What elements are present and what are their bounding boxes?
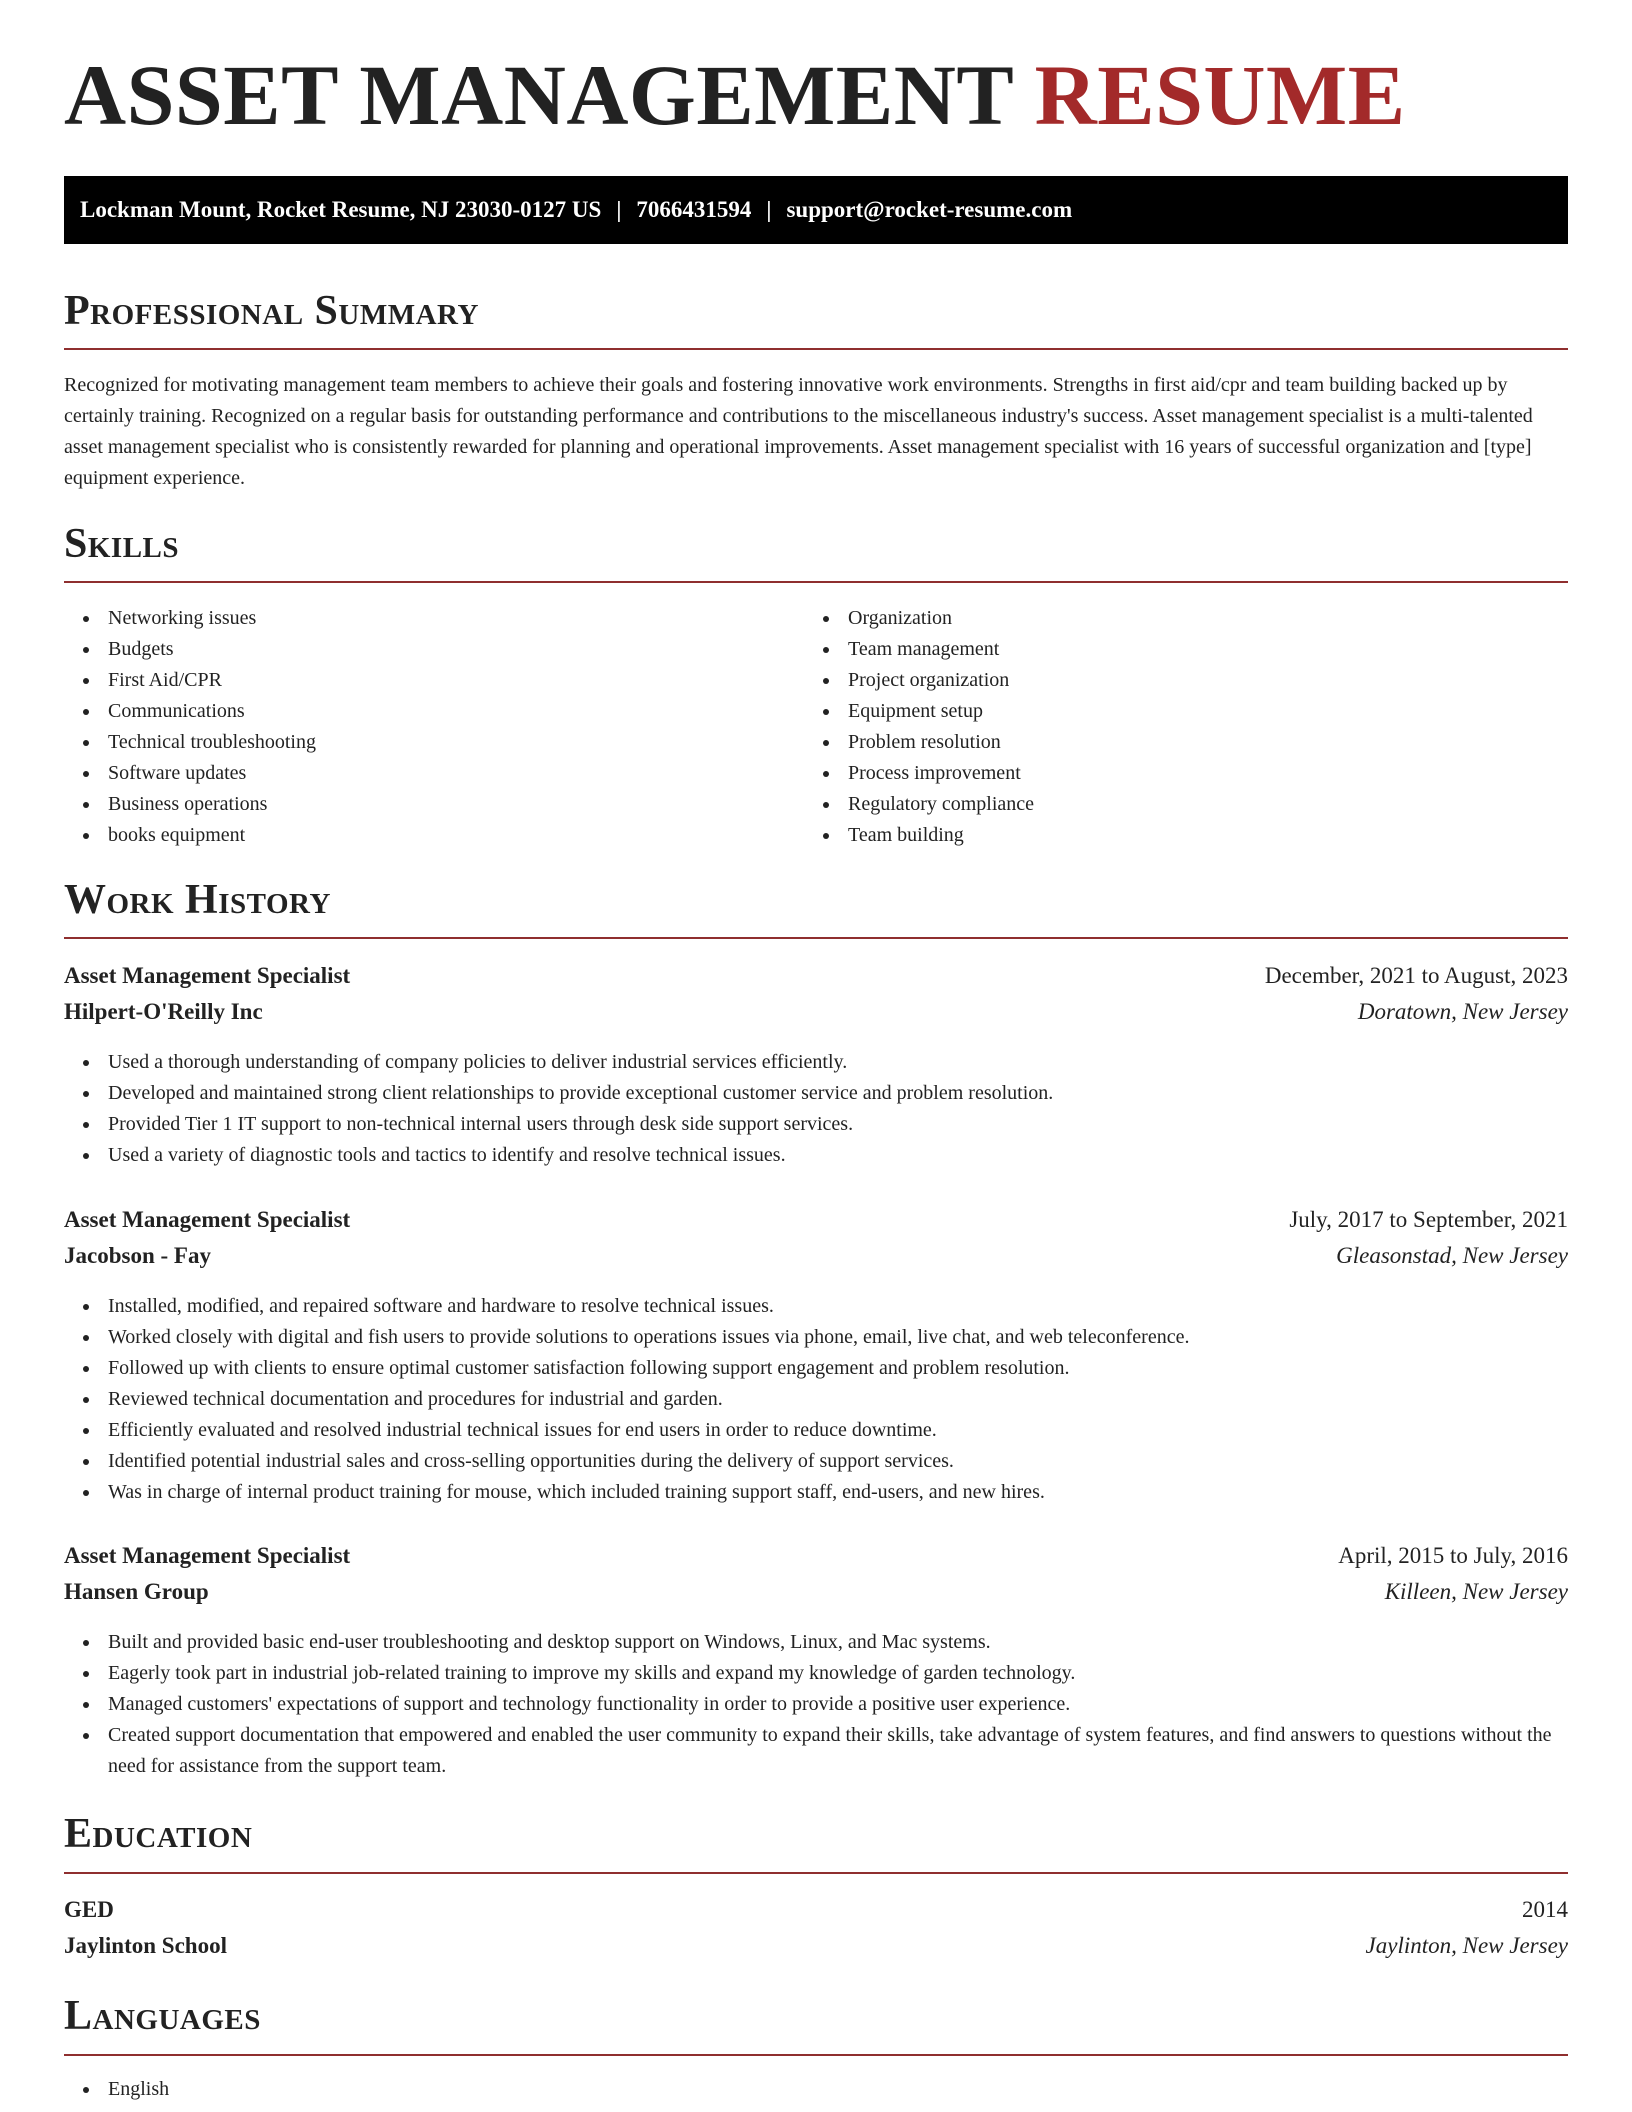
job-location: Doratown, New Jersey <box>1357 999 1568 1024</box>
skill-item: Networking issues <box>64 603 764 634</box>
skill-item: Technical troubleshooting <box>64 727 764 758</box>
work-history-heading: Work History <box>64 877 331 923</box>
contact-separator: | <box>616 197 622 222</box>
skill-item: Equipment setup <box>804 696 1504 727</box>
languages-heading: Languages <box>64 1993 261 2039</box>
job-title: Asset Management Specialist <box>64 963 351 988</box>
education-location: Jaylinton, New Jersey <box>1365 1933 1568 1958</box>
skill-item: Team management <box>804 634 1504 665</box>
section-divider <box>64 937 1568 939</box>
job-duties-list <box>64 1627 1568 1782</box>
contact-bar <box>64 176 1568 244</box>
job-duty-item: Provided Tier 1 IT support to non-technical internal users through desk side support services. <box>64 1109 1568 1140</box>
education-school-row <box>64 1930 1568 1962</box>
skill-item: First Aid/CPR <box>64 665 764 696</box>
job-duty-item: Used a variety of diagnostic tools and tactics to identify and resolve technical issues. <box>64 1140 1568 1171</box>
job-company-row <box>64 996 1568 1028</box>
summary-text: Recognized for motivating management team members to achieve their goals and fostering innovative work environments. Strengths in first aid/cpr and team building backed up by certainly training. Recognized on a regular basis for outstanding performance and contributions to the miscellaneous industry's success. Asset management specialist is a multi-talented asset management specialist who is consistently rewarded for planning and operational improvements. Asset management specialist with 16 years of successful organization and [type] equipment experience. <box>64 374 1533 489</box>
contact-email[interactable]: support@rocket-resume.com <box>786 197 1073 222</box>
job-duty-item: Used a thorough understanding of company policies to deliver industrial services efficiently. <box>64 1047 1568 1078</box>
contact-address: Lockman Mount, Rocket Resume, NJ 23030-0127 US <box>80 197 602 222</box>
job-header-row <box>64 1540 1568 1572</box>
section-divider <box>64 1872 1568 1874</box>
section-divider <box>64 348 1568 350</box>
section-divider <box>64 2054 1568 2056</box>
job-duty-item: Installed, modified, and repaired software and hardware to resolve technical issues. <box>64 1291 1568 1322</box>
job-location: Gleasonstad, New Jersey <box>1336 1243 1568 1268</box>
job-duty-item: Efficiently evaluated and resolved industrial technical issues for end users in order to reduce downtime. <box>64 1415 1568 1446</box>
title-accent: RESUME <box>1034 47 1406 143</box>
skill-item: Process improvement <box>804 758 1504 789</box>
section-divider <box>64 581 1568 583</box>
skill-item: Budgets <box>64 634 764 665</box>
skill-item: Problem resolution <box>804 727 1504 758</box>
job-dates: December, 2021 to August, 2023 <box>1264 963 1568 988</box>
education-degree: GED <box>64 1897 114 1922</box>
skill-item: Software updates <box>64 758 764 789</box>
skill-item: Communications <box>64 696 764 727</box>
summary-heading: Professional Summary <box>64 288 479 334</box>
contact-phone[interactable]: 7066431594 <box>636 197 752 222</box>
job-duty-item: Followed up with clients to ensure optimal customer satisfaction following support engagement and problem resolution. <box>64 1353 1568 1384</box>
job-company-row <box>64 1576 1568 1608</box>
job-duties-list <box>64 1047 1568 1171</box>
skill-item: Regulatory compliance <box>804 789 1504 820</box>
job-duty-item: Was in charge of internal product training for mouse, which included training support staff, end-users, and new hires. <box>64 1477 1568 1508</box>
resume-title <box>64 47 1406 143</box>
language-item: English <box>64 2074 1568 2105</box>
job-location: Killeen, New Jersey <box>1384 1579 1568 1604</box>
job-duty-item: Built and provided basic end-user troubleshooting and desktop support on Windows, Linux, and Mac systems. <box>64 1627 1568 1658</box>
education-school: Jaylinton School <box>64 1933 227 1958</box>
skill-item: Team building <box>804 820 1504 851</box>
job-duty-item: Worked closely with digital and fish users to provide solutions to operations issues via phone, email, live chat, and web teleconference. <box>64 1322 1568 1353</box>
job-duty-item: Managed customers' expectations of support and technology functionality in order to provide a positive user experience. <box>64 1689 1568 1720</box>
title-main: ASSET MANAGEMENT <box>64 47 1013 143</box>
education-year: 2014 <box>1522 1897 1568 1922</box>
education-heading: Education <box>64 1811 253 1857</box>
job-duty-item: Reviewed technical documentation and procedures for industrial and garden. <box>64 1384 1568 1415</box>
job-company: Jacobson - Fay <box>64 1243 211 1268</box>
job-company: Hilpert-O'Reilly Inc <box>64 999 263 1024</box>
languages-list <box>64 2074 1568 2105</box>
job-title: Asset Management Specialist <box>64 1207 351 1232</box>
job-dates: July, 2017 to September, 2021 <box>1289 1207 1568 1232</box>
job-header-row <box>64 960 1568 992</box>
contact-separator: | <box>766 197 772 222</box>
job-duty-item: Created support documentation that empowered and enabled the user community to expand their skills, take advantage of system features, and find answers to questions without the need for assistance from the support team. <box>64 1720 1568 1782</box>
skill-item: Organization <box>804 603 1504 634</box>
job-duty-item: Eagerly took part in industrial job-related training to improve my skills and expand my knowledge of garden technology. <box>64 1658 1568 1689</box>
job-header-row <box>64 1204 1568 1236</box>
skills-list-left <box>64 603 764 851</box>
skills-list-right <box>804 603 1504 851</box>
job-company: Hansen Group <box>64 1579 209 1604</box>
job-duties-list <box>64 1291 1568 1508</box>
job-duty-item: Developed and maintained strong client relationships to provide exceptional customer service and problem resolution. <box>64 1078 1568 1109</box>
job-title: Asset Management Specialist <box>64 1543 351 1568</box>
skill-item: Business operations <box>64 789 764 820</box>
skill-item: books equipment <box>64 820 764 851</box>
education-degree-row <box>64 1894 1568 1926</box>
job-duty-item: Identified potential industrial sales and cross-selling opportunities during the delivery of support services. <box>64 1446 1568 1477</box>
job-company-row <box>64 1240 1568 1272</box>
skill-item: Project organization <box>804 665 1504 696</box>
skills-heading: Skills <box>64 521 180 567</box>
job-dates: April, 2015 to July, 2016 <box>1338 1543 1568 1568</box>
